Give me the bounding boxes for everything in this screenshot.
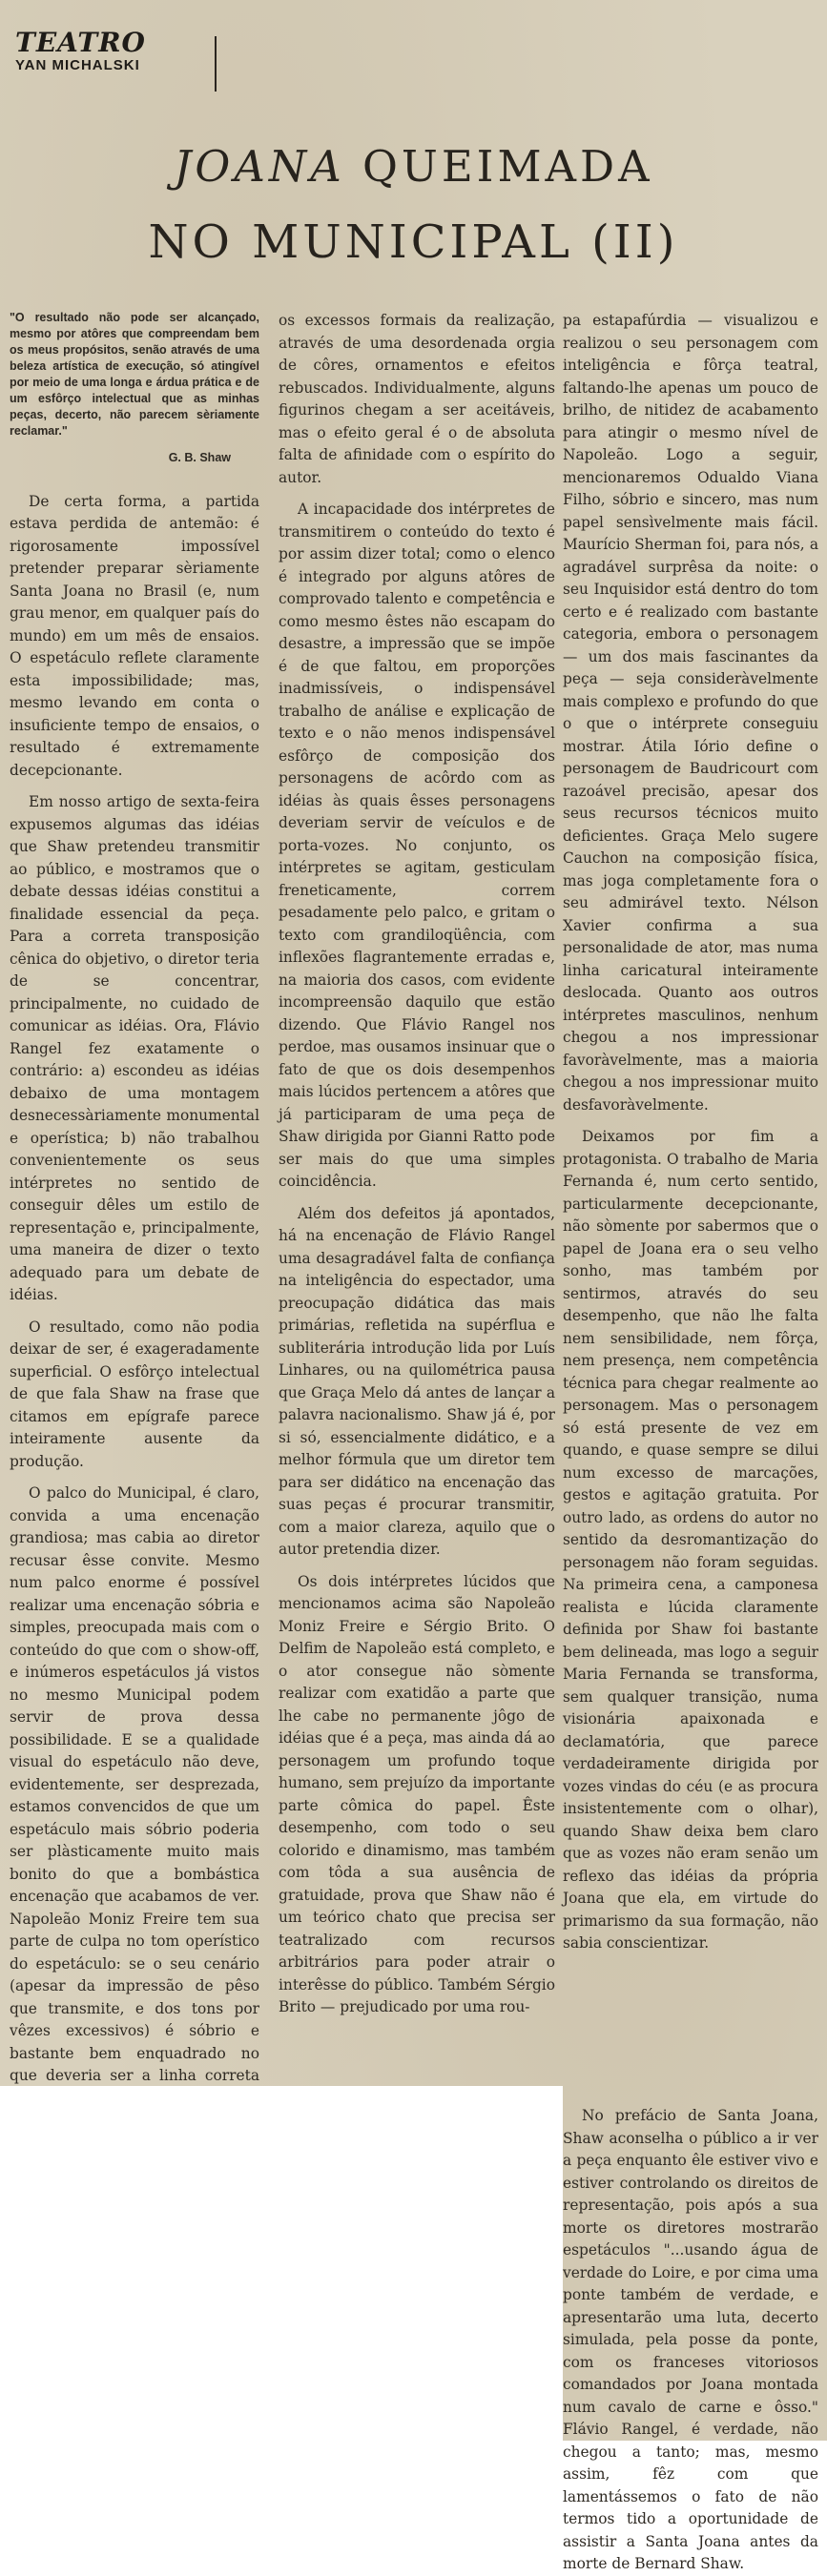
headline-line-1: [0, 141, 827, 192]
article-column-2: [279, 310, 555, 2029]
paragraph: No prefácio de Santa Joana, Shaw aconselha o público a ir ver a peça enquanto êle estiver vivo e estiver controlando os direitos de representação, pois após a sua morte os diretores mostrarão espetáculos "...usando água de verdade do Loire, e por cima uma ponte também de verdade, e apresentarão uma luta, decerto simulada, pela posse da ponte, com os franceses vitoriosos comandados por Joana montada num cavalo de carne e ôsso." Flávio Rangel, é verdade, não chegou a tanto; mas, mesmo assim, fêz com que lamentássemos o fato de não termos tido a oportunidade de assistir a Santa Joana antes da morte de Bernard Shaw.: [563, 2107, 818, 2572]
epigraph-signature: G. B. Shaw: [168, 451, 231, 464]
article-column-1: [10, 310, 259, 2142]
header-divider: [215, 36, 217, 92]
section-header: [15, 29, 146, 74]
paragraph: O resultado, como não podia deixar de ser, é exageradamente superficial. O esfôrço intelectual de que fala Shaw na frase que citamos em epígrafe parece inteiramente ausente da produção.: [10, 1318, 259, 1470]
paragraph: O palco do Municipal, é claro, convida a uma encenação grandiosa; mas cabia ao diretor recusar êsse convite. Mesmo num palco enorme é possível realizar uma encenação sóbria e simples, preocupada mais com o conteúdo do que com o show-off, e inúmeros espetáculos já vistos no mesmo Municipal podem servir de prova dessa possibilidade. E se a qualidade visual do espetáculo não deve, evidentemente, ser desprezada, estamos convencidos de que um espetáculo mais sóbrio poderia ser plàsticamente muito mais bonito do que a bombástica encenação que acabamos de ver. Napoleão Moniz Freire tem sua parte de culpa no tom operístico do espetáculo: se o seu cenário (apesar da impressão de pêso que transmite, e dos tons por vêzes excessivos) é sóbrio e bastante bem enquadrado no que deveria ser a linha correta: [10, 1484, 259, 2084]
paragraph: Além dos defeitos já apontados, há na encenação de Flávio Rangel uma desagradável falta de confiança na inteligência do espectador, uma preocupação didática das mais primárias, refletida na supérflua e subliterária introdução lida por Luís Linhares, ou na quilométrica pausa que Graça Melo dá antes de lançar a palavra nacionalismo. Shaw já é, por si só, essencialmente didático, e a melhor fórmula que um diretor tem para ser didático na encenação das suas peças é procurar transmitir, com a maior clareza, aquilo que o autor pretendia dizer.: [279, 1204, 555, 1558]
article-column-3: [563, 310, 818, 1965]
paragraph: De certa forma, a partida estava perdida de antemão: é rigorosamente impossível pretender preparar sèriamente Santa Joana no Brasil (e, num grau menor, em qualquer país do mundo) em um mês de ensaios. O espetáculo reflete claramente esta impossibilidade; mas, mesmo levando em conta o insuficiente tempo de ensaios, o resultado é extremamente decepcionante.: [10, 492, 259, 779]
headline-line-2: NO MUNICIPAL (II): [148, 215, 679, 269]
section-name: TEATRO: [15, 27, 146, 58]
headline-italic-word: JOANA: [174, 141, 345, 192]
blank-margin: [0, 2086, 563, 2441]
article-column-3-continued: [563, 2105, 818, 2576]
epigraph-quote: "O resultado não pode ser alcançado, mesmo por atôres que compreendam bem os meus propósitos, senão através de uma beleza artística de execução, só atingível por meio de uma longa e árdua prática e de um esfôrço intelectual que as minhas peças, decerto, não parecem sèriamente reclamar.": [10, 311, 259, 438]
paragraph: pa estapafúrdia — visualizou e realizou o seu personagem com inteligência e fôrça teatral, faltando-lhe apenas um pouco de brilho, de nitidez de acabamento para atingir o mesmo nível de Napoleão. Logo a seguir, mencionaremos Odualdo Viana Filho, sóbrio e sincero, mas num papel sensìvelmente mais fácil. Maurício Sherman foi, para nós, a agradável surprêsa da noite: o seu Inquisidor está dentro do tom certo e é realizado com bastante categoria, embora o personagem — um dos mais fascinantes da peça — seja consideràvelmente mais complexo e profundo do que o que o intérprete conseguiu mostrar. Átila Iório define o personagem de Baudricourt com razoável precisão, apesar dos seus recursos técnicos muito deficientes. Graça Melo sugere Cauchon na composição física, mas joga completamente fora o seu admirável texto. Nélson Xavier confirma a sua personalidade de ator, mas numa linha caricatural inteiramente deslocada. Quanto aos outros intérpretes masculinos, nenhum chegou a nos impressionar favoràvelmente, mas a maioria chegou a nos impressionar muito desfavoràvelmente.: [563, 312, 818, 1114]
paragraph: A incapacidade dos intérpretes de transmitirem o conteúdo do texto é por assim dizer total; como o elenco é integrado por alguns atôres de comprovado talento e competência e como mesmo êstes não escapam do desastre, a impressão que se impõe é de que faltou, em proporções inadmissíveis, o indispensável trabalho de análise e explicação de texto e o não menos indispensável esfôrço de composição dos personagens de acôrdo com as idéias às quais êsses personagens deveriam servir de veículos e de porta-vozes. No conjunto, os intérpretes se agitam, gesticulam freneticamente, correm pesadamente pelo palco, e gritam o texto com grandiloqüência, com inflexões flagrantemente erradas e, na maioria dos casos, com evidente incompreensão daquilo que estão dizendo. Que Flávio Rangel nos perdoe, mas ousamos insinuar que o fato de que os dois desempenhos mais lúcidos pertencem a atôres que já participaram de uma peça de Shaw dirigida por Gianni Ratto pode ser mais do que uma simples coincidência.: [279, 501, 555, 1190]
paragraph: Em nosso artigo de sexta-feira expusemos algumas das idéias que Shaw pretendeu transmitir ao público, e mostramos que o debate dessas idéias constitui a finalidade essencial da peça. Para a correta transposição cênica do objetivo, o diretor teria de se concentrar, principalmente, no cuidado de comunicar as idéias. Ora, Flávio Rangel fez exatamente o contrário: a) escondeu as idéias debaixo de uma montagem desnecessàriamente monumental e operística; b) não trabalhou convenientemente os seus intérpretes no sentido de conseguir dêles um estilo de representação e, principalmente, uma maneira de dizer o texto adequado para um debate de idéias.: [10, 793, 259, 1303]
paragraph: Deixamos por fim a protagonista. O trabalho de Maria Fernanda é, num certo sentido, particularmente decepcionante, não sòmente por sabermos que o papel de Joana era o seu velho sonho, mas também por sentirmos, através do seu desempenho, que não lhe falta nem sensibilidade, nem fôrça, nem presença, nem competência técnica para chegar realmente ao personagem. Mas o personagem só está presente de vez em quando, e quase sempre se dilui num excesso de marcações, gestos e agitação gratuita. Por outro lado, as ordens do autor no sentido da desromantização do personagem não foram seguidas. Na primeira cena, a camponesa realista e lúcida claramente definida por Shaw foi bastante bem delineada, mas logo a seguir Maria Fernanda se transforma, sem qualquer transição, numa visionária apaixonada e declamatória, que parece verdadeiramente dirigida por vozes vindas do céu (e as procura insistentemente com o olhar), quando Shaw deixa bem claro que as vozes não eram senão um reflexo das idéias da própria Joana que ela, em virtude do primarismo da sua formação, não sabia conscientizar.: [563, 1128, 818, 1952]
paragraph: os excessos formais da realização, através de uma desordenada orgia de côres, ornamentos e efeitos rebuscados. Individualmente, alguns figurinos chegam a ser aceitáveis, mas o efeito geral é o de absoluta falta de afinidade com o espírito do autor.: [279, 312, 555, 486]
paragraph: Os dois intérpretes lúcidos que mencionamos acima são Napoleão Moniz Freire e Sérgio Brito. O Delfim de Napoleão está completo, e o ator consegue não sòmente realizar com exatidão a parte que lhe cabe no permanente jôgo de idéias que é a peça, mas ainda dá ao personagem um profundo toque humano, sem prejuízo da importante parte cômica do papel. Êste desempenho, com todo o seu colorido e dinamismo, mas também com tôda a sua ausência de gratuidade, prova que Shaw não é um teórico chato que precisa ser teatralizado com recursos arbitrários para poder atrair o interêsse do público. Também Sérgio Brito — prejudicado por uma rou-: [279, 1572, 555, 2015]
headline-rest: QUEIMADA: [362, 141, 653, 192]
byline: YAN MICHALSKI: [15, 57, 140, 73]
